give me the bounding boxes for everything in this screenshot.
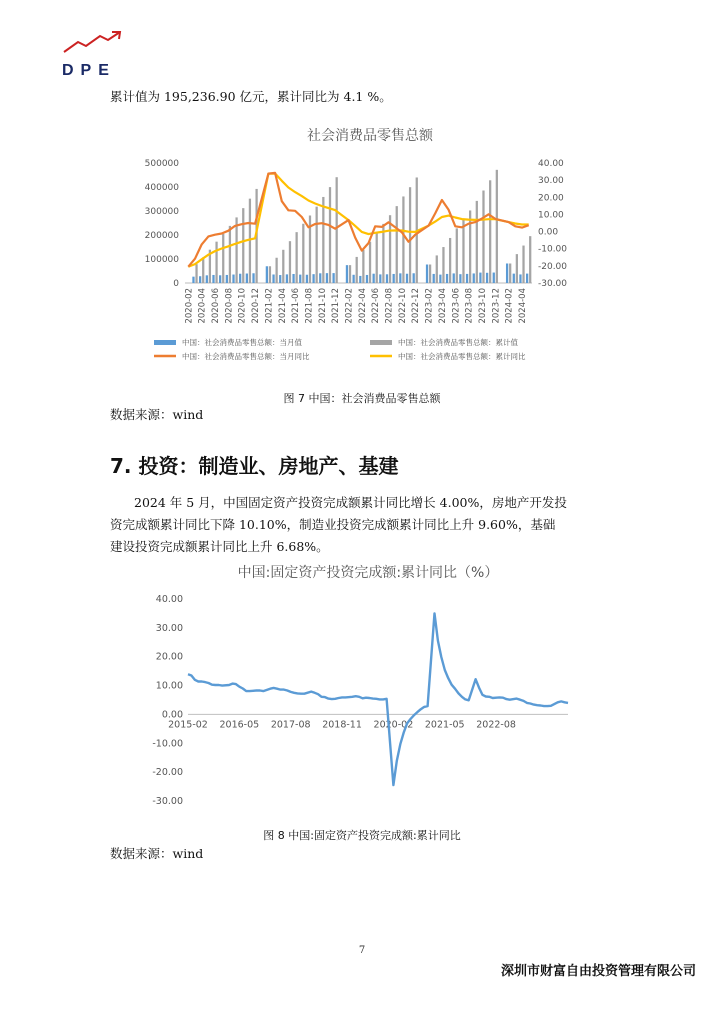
x-axis-tick-label: 2018-11 (322, 719, 362, 731)
cumulative-value-bar (356, 257, 358, 283)
y-axis-tick-label: 20.00 (155, 651, 183, 663)
x-axis-tick-label: 2020-10 (237, 288, 248, 324)
monthly-value-bar (332, 273, 334, 283)
x-axis-tick-label: 2020-08 (224, 288, 235, 324)
monthly-value-bar (246, 274, 248, 283)
cumulative-value-bar (529, 236, 531, 283)
x-axis-tick-label: 2020-06 (211, 288, 222, 324)
monthly-value-bar (312, 274, 314, 283)
cumulative-value-bar (369, 242, 371, 283)
chart-title: 中国:固定资产投资完成额:累计同比（%） (237, 565, 499, 581)
cumulative-value-bar (349, 265, 351, 283)
figure7-caption: 图 7 中国：社会消费品零售总额 (283, 392, 441, 405)
chart-title: 社会消费品零售总额 (307, 128, 433, 144)
x-axis-tick-label: 2022-08 (384, 288, 395, 324)
left-axis-tick-label: 300000 (144, 207, 179, 217)
x-axis-tick-label: 2023-02 (424, 288, 435, 324)
monthly-value-bar (306, 275, 308, 283)
monthly-value-bar (453, 273, 455, 283)
fai-yoy-chart (140, 558, 580, 818)
legend-label: 中国：社会消费品零售总额：当月同比 (182, 352, 310, 361)
legend-label: 中国：社会消费品零售总额：累计值 (398, 338, 518, 347)
x-axis-tick-label: 2023-10 (477, 288, 488, 324)
cumulative-value-bar (496, 170, 498, 283)
cumulative-value-bar (316, 207, 318, 283)
fai-yoy-line (188, 613, 568, 785)
monthly-value-bar (292, 274, 294, 283)
right-axis-tick-label: 20.00 (538, 193, 564, 204)
monthly-value-bar (366, 275, 368, 283)
x-axis-tick-label: 2021-06 (291, 288, 302, 324)
monthly-value-bar (379, 274, 381, 283)
section-paragraph-line-1: 2024 年 5 月，中国固定资产投资完成额累计同比增长 4.00%，房地产开发投 (134, 495, 567, 510)
monthly-value-bar (519, 274, 521, 283)
cumulative-value-bar (215, 242, 217, 283)
cumulative-value-bar (402, 196, 404, 283)
x-axis-tick-label: 2022-10 (397, 288, 408, 324)
monthly-value-bar (459, 274, 461, 283)
x-axis-tick-label: 2023-12 (491, 288, 502, 324)
logo-swoosh (62, 30, 122, 54)
cumulative-value-bar (409, 187, 411, 283)
monthly-value-bar (493, 273, 495, 283)
cumulative-value-bar (269, 266, 271, 283)
left-axis-tick-label: 100000 (144, 255, 179, 265)
x-axis-tick-label: 2020-02 (373, 719, 414, 731)
x-axis-tick-label: 2021-05 (424, 719, 465, 731)
monthly-value-bar (239, 274, 241, 283)
intro-line: 累计值为 195,236.90 亿元，累计同比为 4.1 %。 (110, 89, 392, 104)
y-axis-tick-label: -30.00 (152, 796, 183, 807)
monthly-value-bar (486, 273, 488, 283)
x-axis-tick-label: 2023-06 (451, 288, 462, 324)
x-axis-tick-label: 2021-12 (331, 288, 342, 324)
monthly-value-bar (446, 274, 448, 283)
monthly-value-bar (433, 274, 435, 283)
x-axis-tick-label: 2021-04 (277, 288, 288, 324)
right-axis-tick-label: 0.00 (538, 227, 559, 238)
cumulative-value-bar (449, 238, 451, 283)
y-axis-tick-label: -10.00 (152, 738, 183, 750)
monthly-value-bar (506, 263, 508, 283)
cumulative-value-bar (376, 232, 378, 283)
left-axis-tick-label: 0 (173, 279, 179, 289)
monthly-value-bar (346, 265, 348, 283)
monthly-value-bar (219, 275, 221, 283)
monthly-value-bar (413, 273, 415, 283)
cumulative-value-bar (442, 247, 444, 283)
cumulative-value-bar (516, 254, 518, 283)
monthly-value-bar (272, 274, 274, 283)
monthly-value-bar (299, 275, 301, 283)
cumulative-value-bar (322, 197, 324, 283)
monthly-value-bar (326, 273, 328, 283)
cumulative-value-bar (235, 217, 237, 283)
right-axis-tick-label: 40.00 (538, 159, 564, 169)
cumulative-value-bar (222, 234, 224, 283)
right-axis-tick-label: 10.00 (538, 210, 564, 221)
monthly-value-bar (212, 275, 214, 283)
cumulative-value-bar (476, 201, 478, 283)
x-axis-tick-label: 2020-02 (184, 288, 195, 324)
cumulative-value-bar (302, 224, 304, 283)
y-axis-tick-label: 10.00 (155, 680, 183, 692)
x-axis-tick-label: 2022-06 (371, 288, 382, 324)
y-axis-tick-label: 40.00 (155, 594, 183, 605)
monthly-value-bar (226, 275, 228, 283)
monthly-value-bar (439, 275, 441, 283)
cumulative-value-bar (289, 241, 291, 283)
right-axis-tick-label: 30.00 (538, 176, 564, 187)
section-paragraph-line-2: 资完成额累计同比下降 10.10%，制造业投资完成额累计同比上升 9.60%，基础 (110, 517, 556, 532)
monthly-value-bar (352, 275, 354, 283)
legend-label: 中国：社会消费品零售总额：累计同比 (398, 352, 526, 361)
cumulative-value-bar (229, 226, 231, 283)
retail-sales-chart (140, 116, 600, 374)
x-axis-tick-label: 2016-05 (219, 719, 260, 731)
cumulative-value-bar (195, 264, 197, 283)
left-axis-tick-label: 200000 (144, 231, 179, 241)
cumulative-value-bar (396, 206, 398, 283)
logo-text: DPE (62, 62, 116, 79)
cumulative-value-bar (202, 257, 204, 283)
x-axis-tick-label: 2022-04 (357, 288, 368, 324)
monthly-value-bar (479, 273, 481, 283)
legend-swatch (154, 340, 176, 345)
monthly-value-bar (232, 275, 234, 283)
y-axis-tick-label: 30.00 (155, 622, 183, 634)
cumulative-value-bar (462, 220, 464, 283)
page-number: 7 (358, 945, 366, 956)
x-axis-tick-label: 2024-04 (517, 288, 528, 324)
x-axis-tick-label: 2020-04 (197, 288, 208, 324)
cumulative-value-bar (489, 180, 491, 283)
cumulative-value-bar (362, 250, 364, 283)
footer-company: 深圳市财富自由投资管理有限公司 (500, 964, 696, 979)
x-axis-tick-label: 2023-04 (437, 288, 448, 324)
x-axis-tick-label: 2022-12 (411, 288, 422, 324)
y-axis-tick-label: 0.00 (161, 709, 183, 721)
x-axis-tick-label: 2023-08 (464, 288, 475, 324)
monthly-value-bar (393, 274, 395, 283)
legend-label: 中国：社会消费品零售总额：当月值 (182, 338, 302, 347)
cumulative-value-bar (429, 265, 431, 283)
figure8-caption: 图 8 中国:固定资产投资完成额:累计同比 (263, 829, 461, 842)
monthly-value-bar (206, 275, 208, 283)
figure7-source: 数据来源：wind (110, 407, 204, 422)
monthly-value-bar (266, 266, 268, 283)
monthly-value-bar (399, 273, 401, 283)
monthly-value-bar (386, 274, 388, 283)
cumulative-value-bar (329, 187, 331, 283)
right-axis-tick-label: -20.00 (538, 261, 568, 272)
figure8-source: 数据来源：wind (110, 846, 204, 861)
cumulative-value-bar (456, 228, 458, 283)
monthly-value-bar (319, 273, 321, 283)
monthly-value-bar (252, 273, 254, 283)
monthly-value-bar (406, 274, 408, 283)
cumulative-value-bar (509, 263, 511, 283)
monthly-value-bar (286, 274, 288, 283)
monthly-value-bar (473, 273, 475, 283)
cumulative-value-bar (282, 250, 284, 283)
section-heading: 7. 投资：制造业、房地产、基建 (110, 454, 399, 478)
cumulative-value-bar (296, 232, 298, 283)
section-paragraph-line-3: 建设投资完成额累计同比上升 6.68%。 (110, 539, 329, 554)
legend-swatch (370, 340, 392, 345)
monthly-value-bar (192, 277, 194, 283)
cumulative-value-bar (336, 177, 338, 283)
right-axis-tick-label: -10.00 (538, 244, 568, 255)
monthly-value-bar (359, 276, 361, 283)
monthly-value-bar (513, 274, 515, 283)
x-axis-tick-label: 2021-08 (304, 288, 315, 324)
cumulative-value-bar (522, 246, 524, 283)
x-axis-tick-label: 2017-08 (270, 719, 311, 731)
cumulative-value-bar (436, 255, 438, 283)
x-axis-tick-label: 2021-02 (264, 288, 275, 324)
x-axis-tick-label: 2021-10 (317, 288, 328, 324)
right-axis-tick-label: -30.00 (538, 279, 568, 289)
monthly-value-bar (466, 274, 468, 283)
x-axis-tick-label: 2015-02 (168, 719, 208, 731)
left-axis-tick-label: 500000 (144, 159, 179, 169)
monthly-value-bar (373, 274, 375, 283)
monthly-value-bar (279, 275, 281, 283)
cumulative-value-bar (469, 210, 471, 283)
left-axis-tick-label: 400000 (144, 183, 179, 193)
x-axis-tick-label: 2024-02 (504, 288, 515, 324)
x-axis-tick-label: 2022-08 (476, 719, 516, 731)
cumulative-value-bar (242, 208, 244, 283)
cumulative-value-bar (249, 199, 251, 283)
y-axis-tick-label: -20.00 (152, 767, 183, 779)
x-axis-tick-label: 2020-12 (251, 288, 262, 324)
monthly-value-bar (199, 276, 201, 283)
cumulative-value-bar (275, 258, 277, 283)
cumulative-value-bar (482, 190, 484, 283)
monthly-value-bar (526, 274, 528, 283)
monthly-value-bar (426, 265, 428, 283)
x-axis-tick-label: 2022-02 (344, 288, 355, 324)
